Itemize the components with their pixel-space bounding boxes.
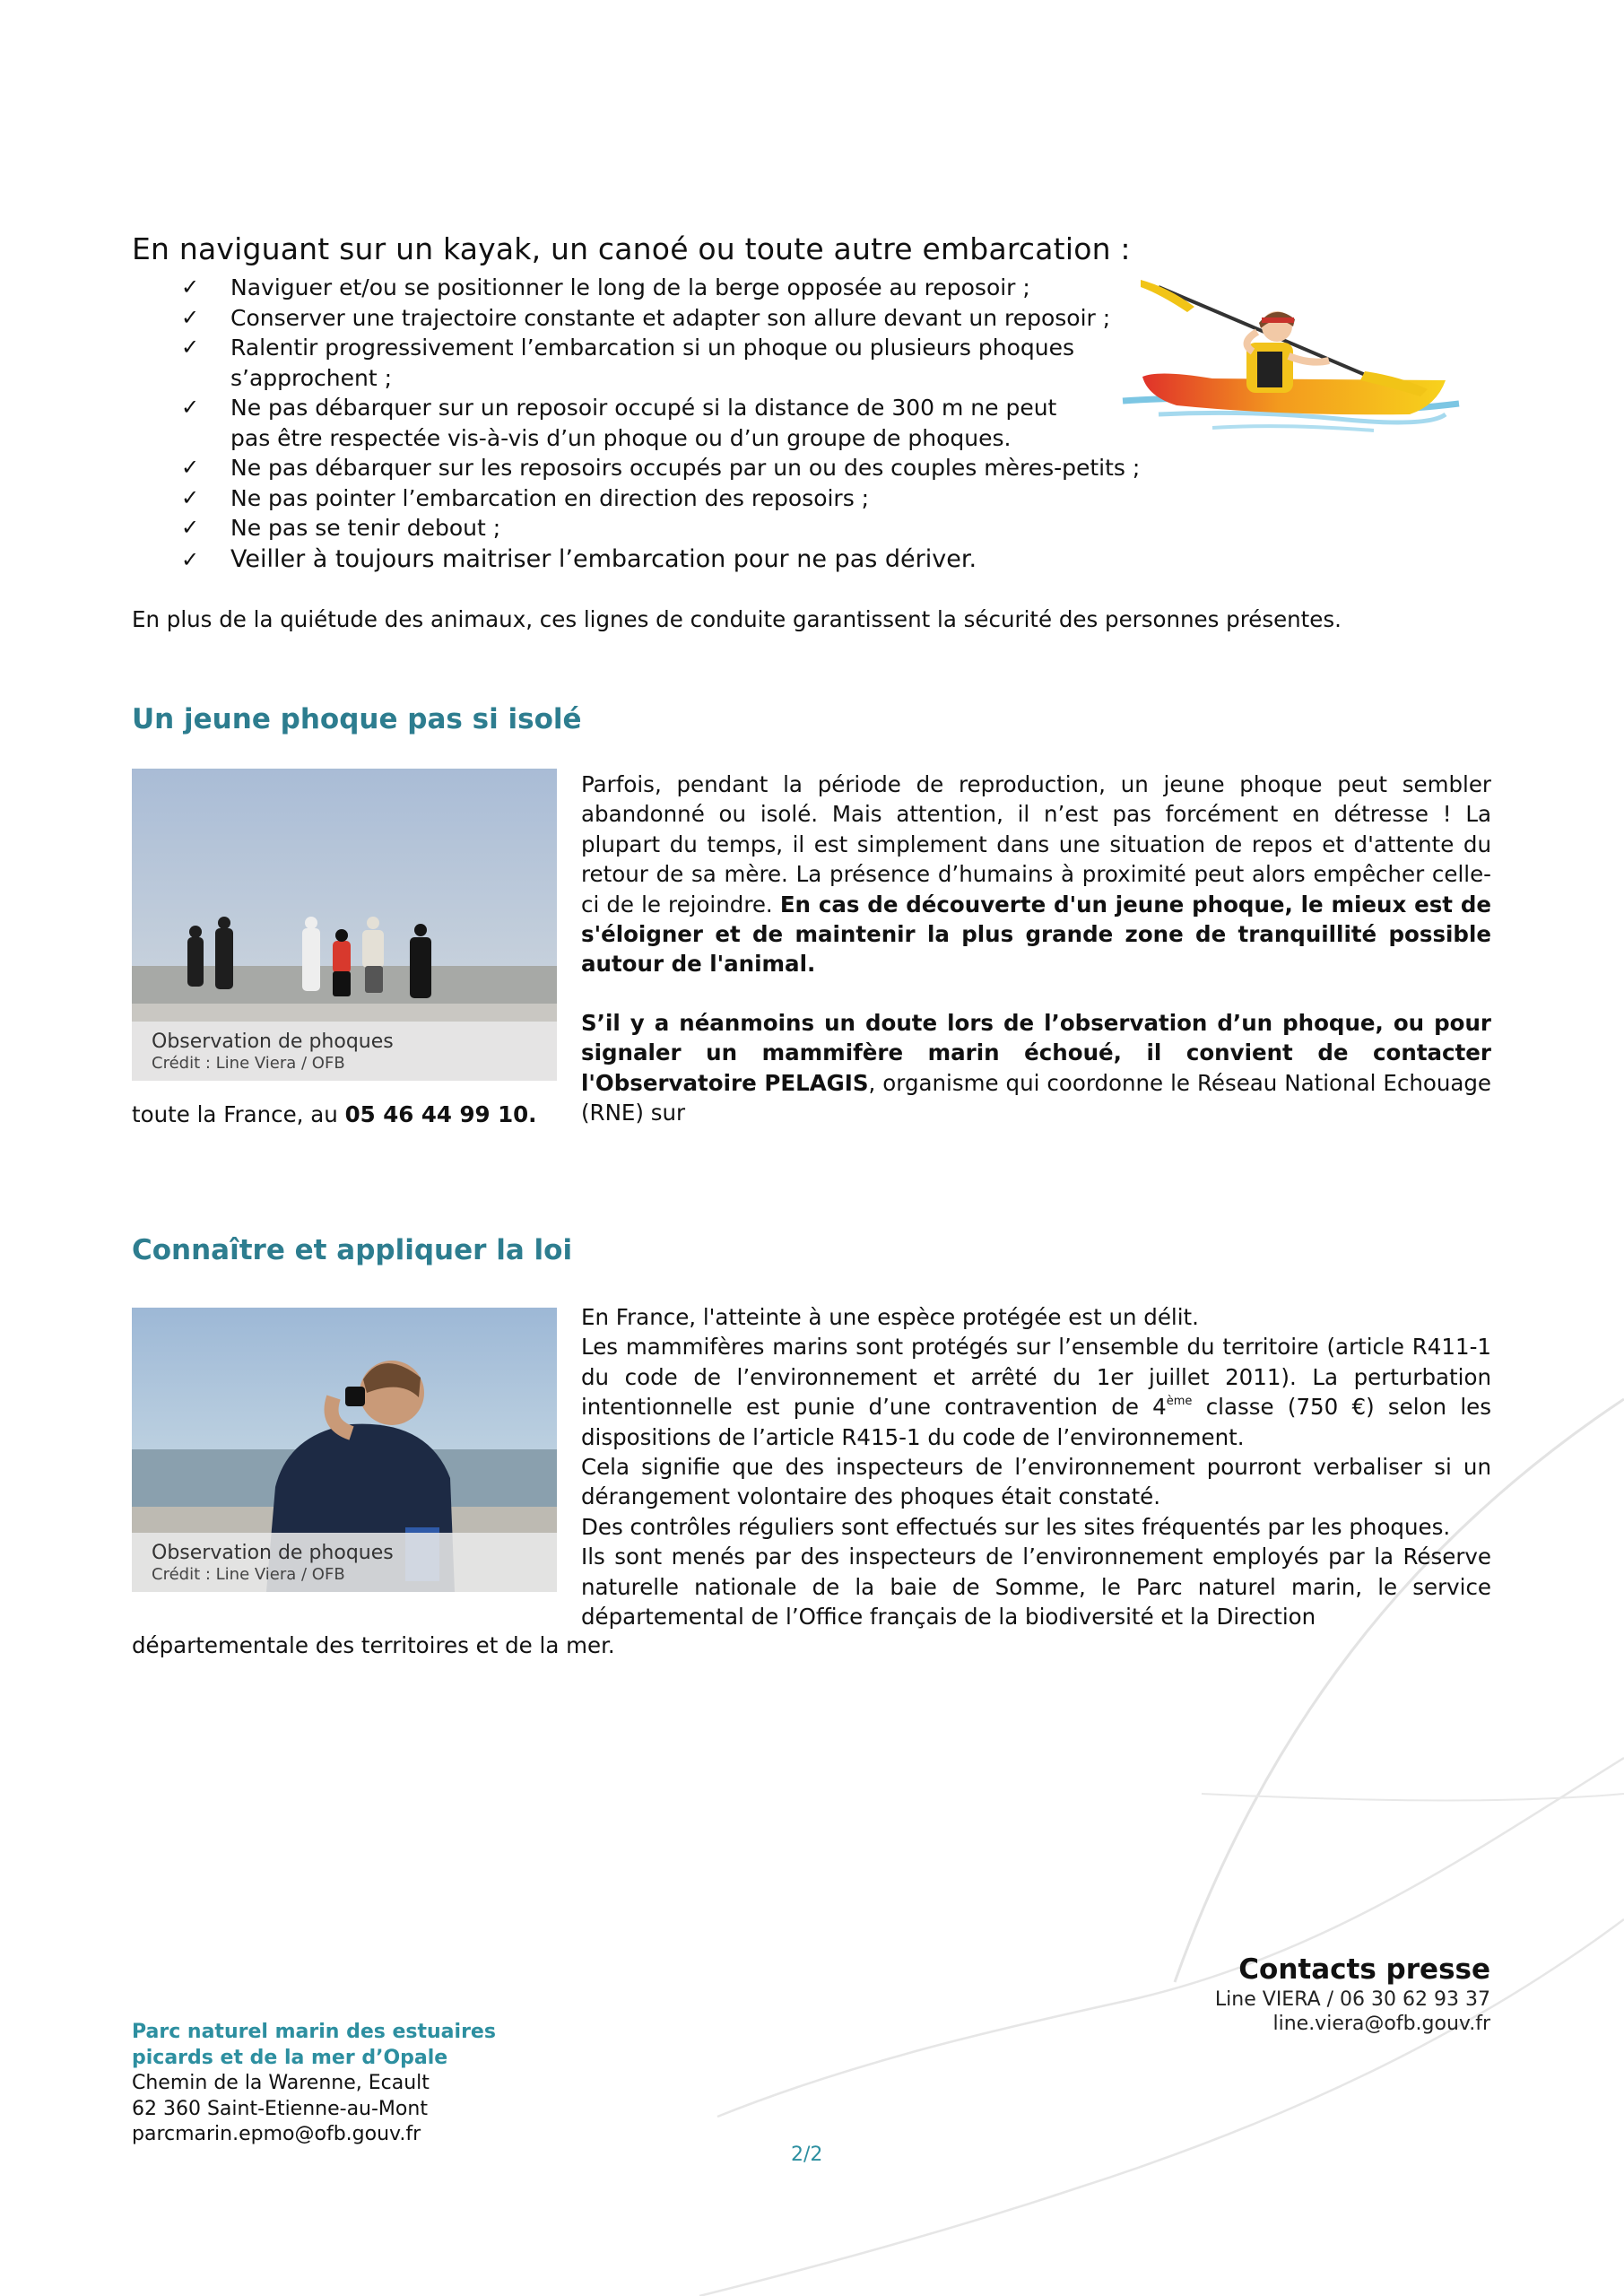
contacts-title: Contacts presse	[1238, 1953, 1490, 1986]
law-paragraph-tail: départementale des territoires et de la mer.	[132, 1632, 615, 1658]
law-p4: Des contrôles réguliers sont effectués sur les sites fréquentés par les phoques.	[581, 1513, 1451, 1540]
org-address-1: Chemin de la Warenne, Ecault	[132, 2072, 430, 2094]
contact-email-link[interactable]: line.viera@ofb.gouv.fr	[1272, 2013, 1490, 2035]
org-email-link[interactable]: parcmarin.epmo@ofb.gouv.fr	[132, 2123, 421, 2145]
section-heading-law: Connaître et appliquer la loi	[132, 1234, 573, 1266]
photo-caption	[132, 1022, 557, 1081]
org-name-line-1: Parc naturel marin des estuaires	[132, 2021, 496, 2043]
law-p2	[581, 1332, 1491, 1452]
caption-credit: Crédit : Line Viera / OFB	[152, 1054, 345, 1073]
photo-caption	[132, 1533, 557, 1592]
kayaker-illustration-icon	[1105, 280, 1463, 441]
checkmark-icon: ✓	[181, 395, 200, 420]
checkmark-icon: ✓	[181, 455, 200, 480]
section-heading-young-seal: Un jeune phoque pas si isolé	[132, 703, 582, 735]
closing-paragraph: En plus de la quiétude des animaux, ces lignes de conduite garantissent la sécurité des personnes présentes.	[132, 606, 1342, 632]
law-p2-text-cont: classe (750 €) selon les dispositions de l’article R415-1 du code de l’environnement.	[581, 1394, 1492, 1450]
list-item	[132, 273, 1163, 303]
contact-name-phone: Line VIERA / 06 30 62 93 37	[1214, 1988, 1490, 2011]
tail-text: toute la France, au	[132, 1101, 345, 1127]
list-item	[132, 453, 1163, 483]
law-p3: Cela signifie que des inspecteurs de l’environnement pourront verbaliser si un dérangement volontaire des phoques était constaté.	[581, 1454, 1491, 1510]
young-seal-paragraph-1	[581, 770, 1491, 979]
paragraph-bold-text: En cas de découverte d'un jeune phoque, le mieux est de s'éloigner et de maintenir la plus grande zone de tranquillité possible autour de l'animal.	[581, 891, 1492, 978]
footer-organization	[132, 2020, 496, 2148]
checkmark-icon: ✓	[181, 304, 200, 330]
kayak-section-title: En naviguant sur un kayak, un canoé ou toute autre embarcation :	[132, 231, 1131, 266]
checkmark-icon: ✓	[181, 546, 200, 572]
list-item-text: Ne pas débarquer sur les reposoirs occupés par un ou des couples mères-petits ;	[230, 455, 1141, 481]
list-item-text: Ne pas se tenir debout ;	[230, 515, 501, 541]
caption-title: Observation de phoques	[152, 1542, 394, 1564]
caption-credit: Crédit : Line Viera / OFB	[152, 1565, 345, 1584]
paragraph-bold-text: S’il y a néanmoins un doute lors de l’observation d’un phoque, ou pour signaler un mammifère marin échoué, il convient de contacter l'Observatoire PELAGIS	[581, 1010, 1491, 1096]
paragraph-text: , organisme qui coordonne le Réseau National Echouage (RNE) sur	[581, 1069, 1491, 1126]
law-p2-text: Les mammifères marins sont protégés sur l’ensemble du territoire (article R411-1 du code de l’environnement et arrêté du 1er juillet 2011). La perturbation intentionnelle est punie d’une contravention de 4	[581, 1334, 1491, 1421]
kayak-guidelines-list	[132, 273, 1163, 576]
list-item	[132, 303, 1163, 334]
pelagis-phone: 05 46 44 99 10.	[344, 1101, 537, 1127]
photo-seal-watchers	[132, 769, 557, 1081]
list-item	[132, 333, 1163, 393]
list-item-text: Veiller à toujours maitriser l’embarcation pour ne pas dériver.	[230, 544, 977, 573]
list-item-text-cont: s’approchent ;	[230, 364, 393, 391]
checkmark-icon: ✓	[181, 274, 200, 300]
org-address-2: 62 360 Saint-Etienne-au-Mont	[132, 2097, 428, 2120]
list-item-text: Ralentir progressivement l’embarcation si un phoque ou plusieurs phoques	[230, 335, 1075, 361]
page-number: 2/2	[791, 2144, 823, 2166]
list-item-text: Naviguer et/ou se positionner le long de la berge opposée au reposoir ;	[230, 274, 1030, 300]
superscript: ème	[1166, 1395, 1193, 1409]
list-item	[132, 513, 1163, 544]
list-item-text: Ne pas débarquer sur un reposoir occupé si la distance de 300 m ne peut	[230, 395, 1057, 421]
law-p1: En France, l'atteinte à une espèce protégée est un délit.	[581, 1304, 1199, 1330]
list-item	[132, 393, 1163, 453]
law-paragraphs	[581, 1302, 1491, 1631]
org-name-line-2: picards et de la mer d’Opale	[132, 2046, 448, 2069]
photo-man-binoculars	[132, 1308, 557, 1592]
paragraph-text: Parfois, pendant la période de reproduction, un jeune phoque peut sembler abandonné ou isolé. Mais attention, il n’est pas forcément en détresse ! La plupart du temps, il est simplement dans une situation de repos et d'attente du retour de sa mère. La présence d’humains à proximité peut alors empêcher celle-ci de le rejoindre.	[581, 771, 1491, 918]
list-item-text: Conserver une trajectoire constante et adapter son allure devant un reposoir ;	[230, 304, 1111, 331]
press-contacts	[1215, 1952, 1490, 2036]
checkmark-icon: ✓	[181, 335, 200, 360]
list-item	[132, 483, 1163, 514]
young-seal-paragraph-2	[581, 1008, 1491, 1128]
list-item-text-cont: pas être respectée vis-à-vis d’un phoque ou d’un groupe de phoques.	[230, 424, 1012, 451]
law-p5: Ils sont menés par des inspecteurs de l’environnement employés par la Réserve naturelle nationale de la baie de Somme, le Parc naturel marin, le service départemental de l’Office français de la biodiversité et la Direction	[581, 1544, 1491, 1631]
young-seal-paragraph-tail	[132, 1101, 536, 1127]
caption-title: Observation de phoques	[152, 1031, 394, 1053]
list-item-text: Ne pas pointer l’embarcation en direction des reposoirs ;	[230, 484, 870, 511]
checkmark-icon: ✓	[181, 515, 200, 540]
checkmark-icon: ✓	[181, 484, 200, 510]
list-item	[132, 544, 1163, 576]
